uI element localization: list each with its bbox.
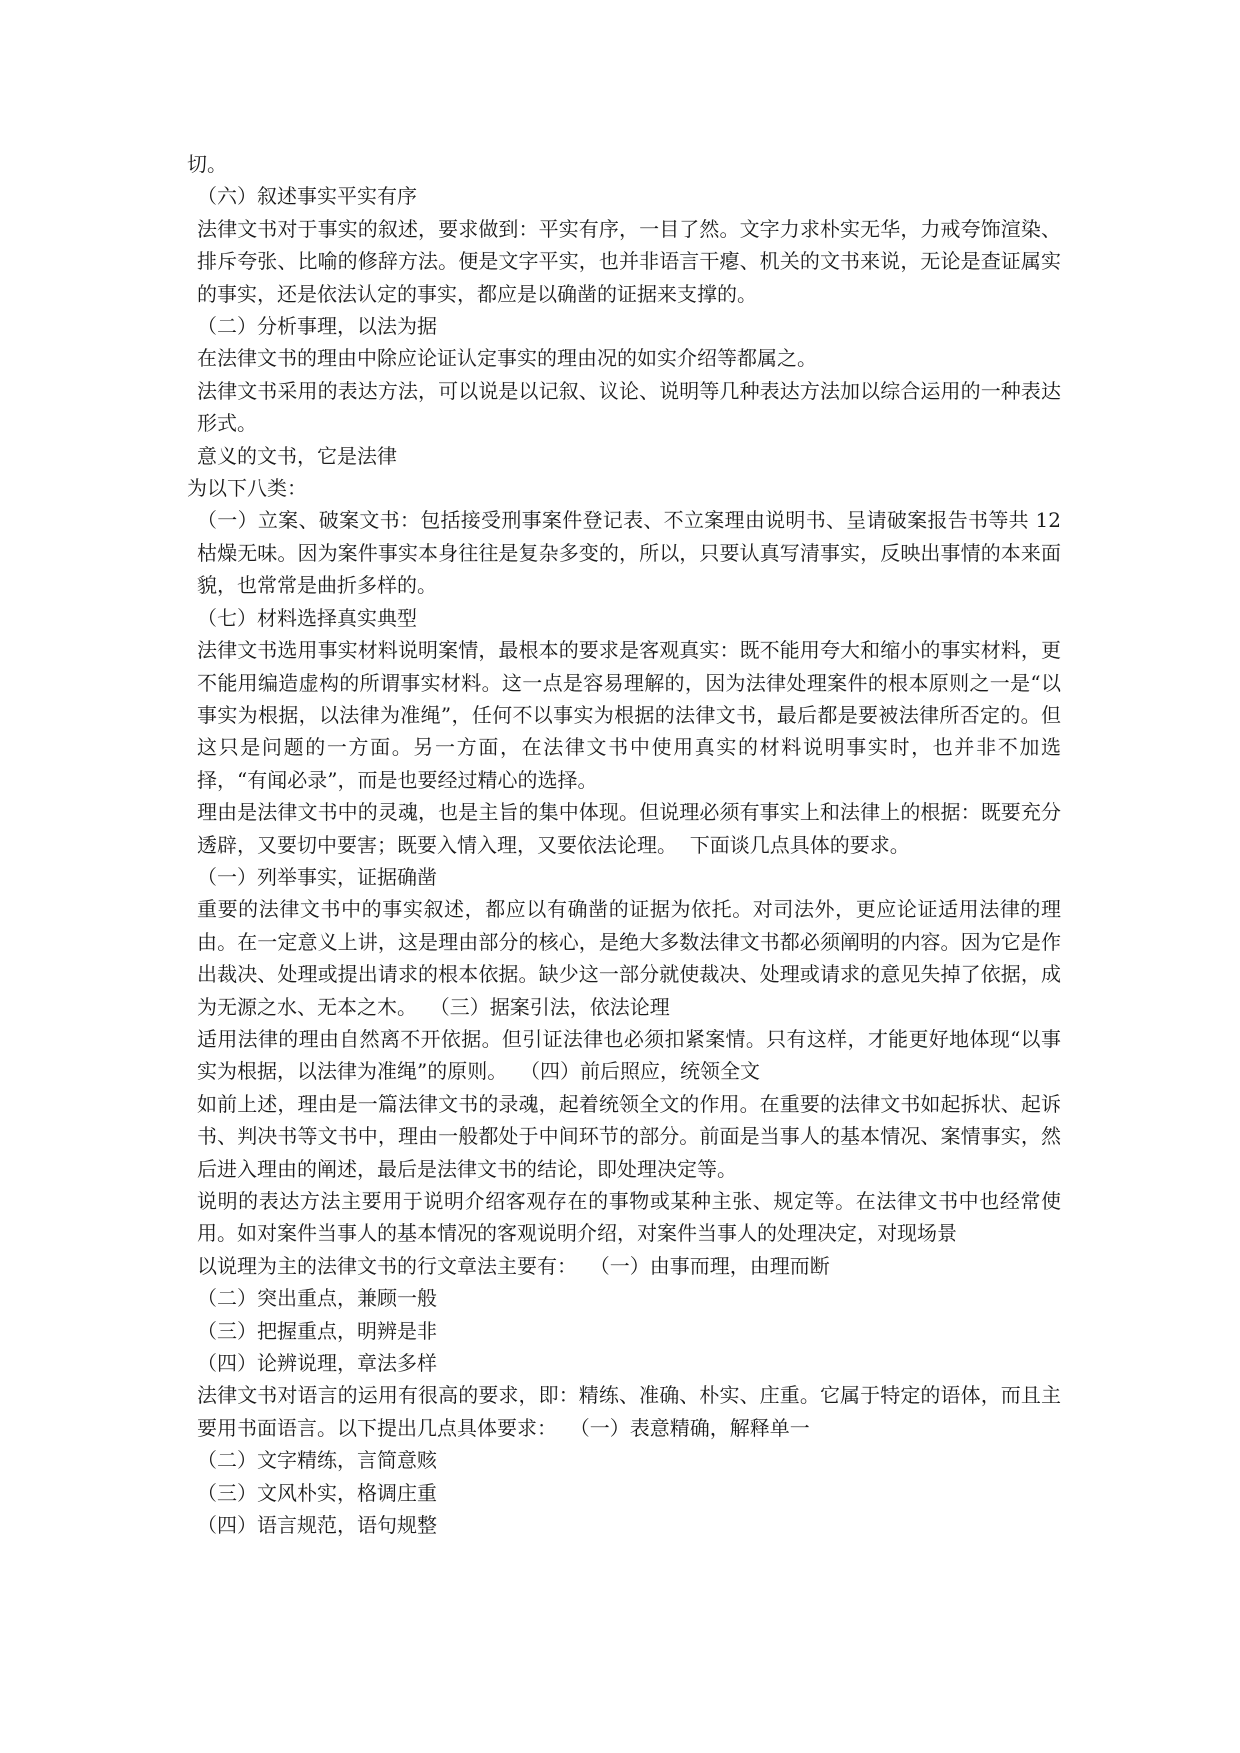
paragraph: 法律文书对语言的运用有很高的要求，即：精练、准确、朴实、庄重。它属于特定的语体，而且主要用书面语言。以下提出几点具体要求： （一）表意精确，解释单一 [197, 1383, 1061, 1440]
section-heading: （二）分析事理，以法为据 [197, 314, 437, 339]
section-heading: （一）立案、破案文书：包括接受刑事案件登记表、不立案理由说明书、呈请破案报告书等共 12 枯燥无味。因为案件事实本身往往是复杂多变的，所以，只要认真写清事实，反映出事情的本来面貌，也常常是曲折多样的。 [197, 508, 1068, 598]
section-heading: （六）叙述事实平实有序 [197, 184, 417, 209]
section-heading: （二）突出重点，兼顾一般 [197, 1286, 437, 1311]
document-page [187, 148, 1068, 1541]
section-heading: （四）论辨说理，章法多样 [197, 1351, 437, 1376]
section-heading: （三）文风朴实，格调庄重 [197, 1480, 437, 1505]
paragraph: 以说理为主的法律文书的行文章法主要有： （一）由事而理，由理而断 [197, 1253, 830, 1278]
paragraph: 如前上述，理由是一篇法律文书的录魂，起着统领全文的作用。在重要的法律文书如起拆状、起诉书、判决书等文书中，理由一般都处于中间环节的部分。前面是当事人的基本情况、案情事实，然后进入理由的阐述，最后是法律文书的结论，即处理决定等。 [197, 1091, 1061, 1181]
paragraph: 在法律文书的理由中除应论证认定事实的理由况的如实介绍等都属之。 [197, 346, 817, 371]
paragraph: 法律文书选用事实材料说明案情，最根本的要求是客观真实：既不能用夸大和缩小的事实材料，更不能用编造虚构的所谓事实材料。这一点是容易理解的，因为法律处理案件的根本原则之一是“以事实为根据，以法律为准绳”，任何不以事实为根据的法律文书，最后都是要被法律所否定的。但这只是问题的一方面。另一方面，在法律文书中使用真实的材料说明事实时，也并非不加选择，“有闻必录”，而是也要经过精心的选择。 [197, 638, 1061, 792]
section-heading: （二）文字精练，言简意赅 [197, 1448, 437, 1473]
paragraph: 适用法律的理由自然离不开依据。但引证法律也必须扣紧案情。只有这样，才能更好地体现“以事实为根据，以法律为准绳”的原则。 （四）前后照应，统领全文 [197, 1026, 1061, 1084]
section-heading: （七）材料选择真实典型 [197, 605, 417, 630]
paragraph: 法律文书对于事实的叙述，要求做到：平实有序，一目了然。文字力求朴实无华，力戒夸饰渲染、排斥夸张、比喻的修辞方法。便是文字平实，也并非语言干瘪、机关的文书来说，无论是查证属实的事实，还是依法认定的事实，都应是以确凿的证据来支撑的。 [197, 216, 1061, 306]
paragraph: 为以下八类： [187, 476, 307, 501]
section-heading: （四）语言规范，语句规整 [197, 1513, 437, 1538]
paragraph: 切。 [187, 152, 227, 176]
paragraph: 法律文书采用的表达方法，可以说是以记叙、议论、说明等几种表达方法加以综合运用的一种表达形式。 [197, 378, 1061, 436]
paragraph: 说明的表达方法主要用于说明介绍客观存在的事物或某种主张、规定等。在法律文书中也经常使用。如对案件当事人的基本情况的客观说明介绍，对案件当事人的处理决定，对现场景 [197, 1189, 1061, 1246]
paragraph: 理由是法律文书中的灵魂，也是主旨的集中体现。但说理必须有事实上和法律上的根据：既要充分透辟，又要切中要害；既要入情入理，又要依法论理。 下面谈几点具体的要求。 [197, 800, 1061, 857]
section-heading: （一）列举事实，证据确凿 [197, 864, 437, 889]
paragraph: 意义的文书，它是法律 [197, 443, 397, 468]
paragraph: 重要的法律文书中的事实叙述，都应以有确凿的证据为依托。对司法外，更应论证适用法律的理由。在一定意义上讲，这是理由部分的核心，是绝大多数法律文书都必须阐明的内容。因为它是作出裁决、处理或提出请求的根本依据。缺少这一部分就使裁决、处理或请求的意见失掉了依据，成为无源之水、无本之木。 （三）据案引法，依法论理 [197, 897, 1061, 1019]
section-heading: （三）把握重点，明辨是非 [197, 1318, 437, 1343]
